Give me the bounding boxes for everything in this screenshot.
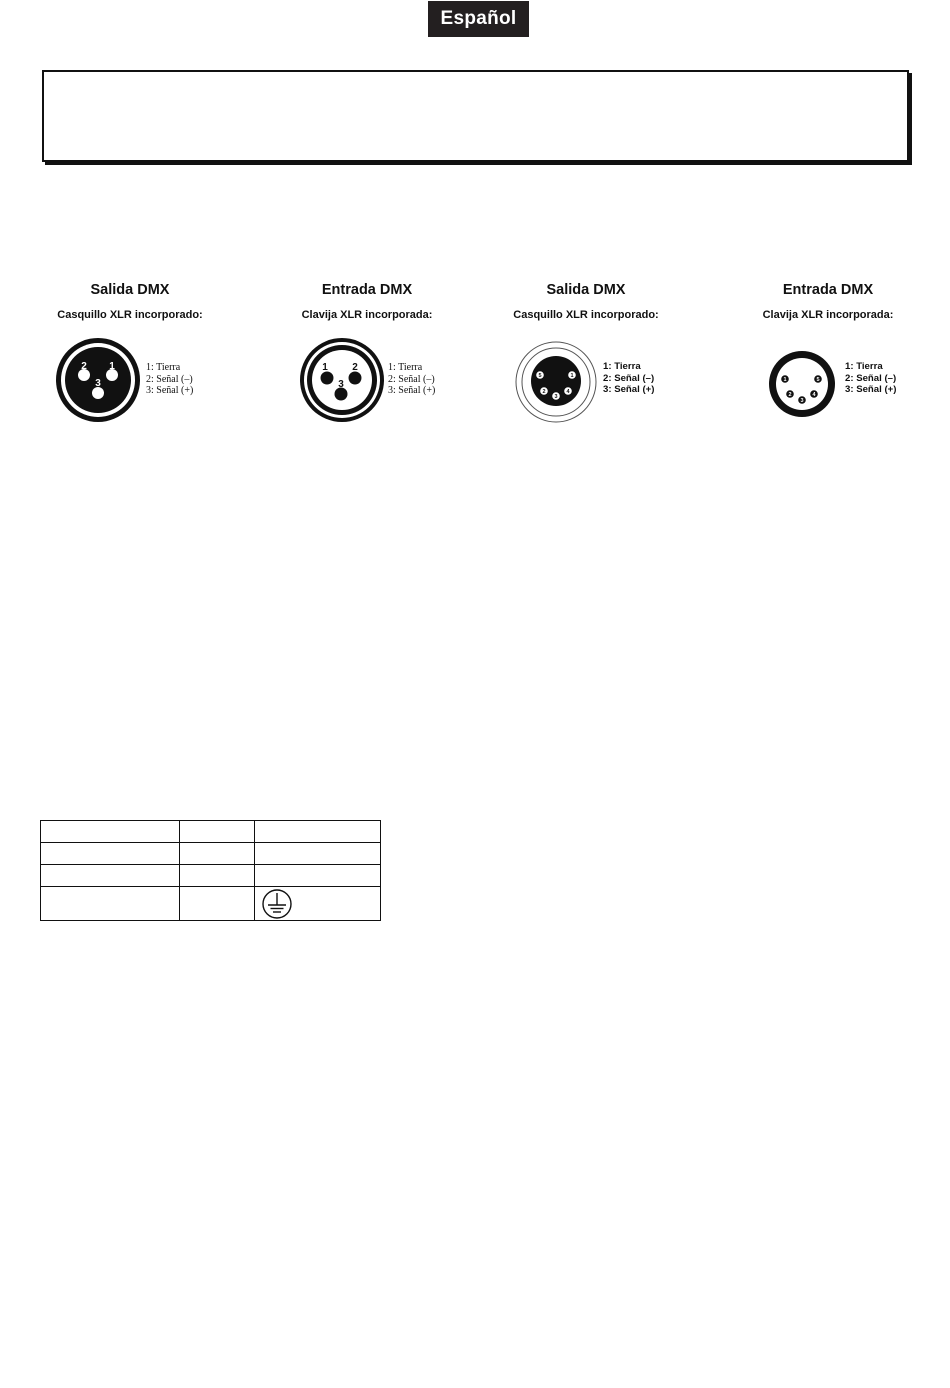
- pin-legend-item: 3: Señal (+): [603, 384, 655, 395]
- table-cell: [255, 865, 381, 886]
- table-row: [41, 843, 381, 865]
- xlr-5pin-female-diagram: [514, 340, 598, 424]
- pin-legend-item: 2: Señal (–): [845, 372, 897, 384]
- table-row: [41, 886, 381, 920]
- connector-title: Entrada DMX: [782, 282, 874, 298]
- table-row: [41, 821, 381, 843]
- pin-number-label: 1: [109, 361, 115, 372]
- language-badge: Español: [428, 1, 529, 37]
- pin-legend-item: 1: Tierra: [146, 362, 181, 373]
- pin-number-label: 5: [816, 377, 820, 383]
- table-cell: [180, 821, 255, 843]
- pin-number-label: 1: [783, 377, 787, 383]
- connector-title: Entrada DMX: [321, 282, 413, 298]
- pin-legend-item: 2: Señal (–): [146, 373, 193, 385]
- notice-box: [42, 70, 909, 162]
- pin-legend-item: 1: Tierra: [603, 361, 641, 372]
- pin-number-label: 2: [81, 361, 87, 372]
- pin-number-label: 4: [812, 392, 816, 398]
- connector-title: Salida DMX: [90, 282, 170, 298]
- connector-subtitle: Casquillo XLR incorporado:: [57, 309, 203, 321]
- table-cell: [180, 843, 255, 865]
- pin-number-label: 4: [566, 389, 570, 395]
- pin-number-label: 1: [570, 373, 574, 379]
- pin-number-label: 3: [95, 378, 101, 389]
- table-cell: [41, 821, 180, 843]
- pin-number-label: 3: [554, 394, 558, 400]
- table-cell: [41, 886, 180, 920]
- connector-title: Salida DMX: [546, 282, 626, 298]
- pin: [321, 372, 334, 385]
- earth-ground-icon: [261, 888, 293, 920]
- pin-number-label: 3: [338, 379, 344, 390]
- table-cell: [180, 886, 255, 920]
- pin-legend-item: 3: Señal (+): [388, 385, 436, 396]
- pin-number-label: 3: [800, 398, 804, 404]
- xlr-3pin-male-diagram: [299, 337, 385, 423]
- pin-legend-item: 2: Señal (–): [603, 372, 655, 384]
- pin-legend: [388, 362, 435, 397]
- xlr-5pin-male-diagram: [766, 350, 838, 418]
- connector-subtitle: Clavija XLR incorporada:: [762, 309, 894, 321]
- table-cell: [255, 843, 381, 865]
- pin-legend-item: 1: Tierra: [388, 362, 423, 373]
- pin-number-label: 5: [538, 373, 542, 379]
- table-cell: [255, 886, 381, 920]
- pin-number-label: 2: [788, 392, 792, 398]
- pin-legend: [845, 361, 896, 396]
- table-cell: [255, 821, 381, 843]
- cable-color-table: [40, 820, 381, 921]
- pin-legend-item: 3: Señal (+): [146, 385, 194, 396]
- table-cell: [41, 843, 180, 865]
- pin-number-label: 2: [352, 362, 358, 373]
- table-row: [41, 865, 381, 886]
- pin-legend: [146, 362, 193, 397]
- connector-subtitle: Clavija XLR incorporada:: [301, 309, 433, 321]
- pin: [349, 372, 362, 385]
- table-cell: [41, 865, 180, 886]
- xlr-3pin-female-diagram: [55, 337, 141, 423]
- table-cell: [180, 865, 255, 886]
- pin-number-label: 2: [542, 389, 546, 395]
- pin-legend-item: 1: Tierra: [845, 361, 883, 372]
- pin-number-label: 1: [322, 362, 328, 373]
- connector-subtitle: Casquillo XLR incorporado:: [513, 309, 659, 321]
- pin-legend: [603, 361, 654, 396]
- pin-legend-item: 3: Señal (+): [845, 384, 897, 395]
- pin-legend-item: 2: Señal (–): [388, 373, 435, 385]
